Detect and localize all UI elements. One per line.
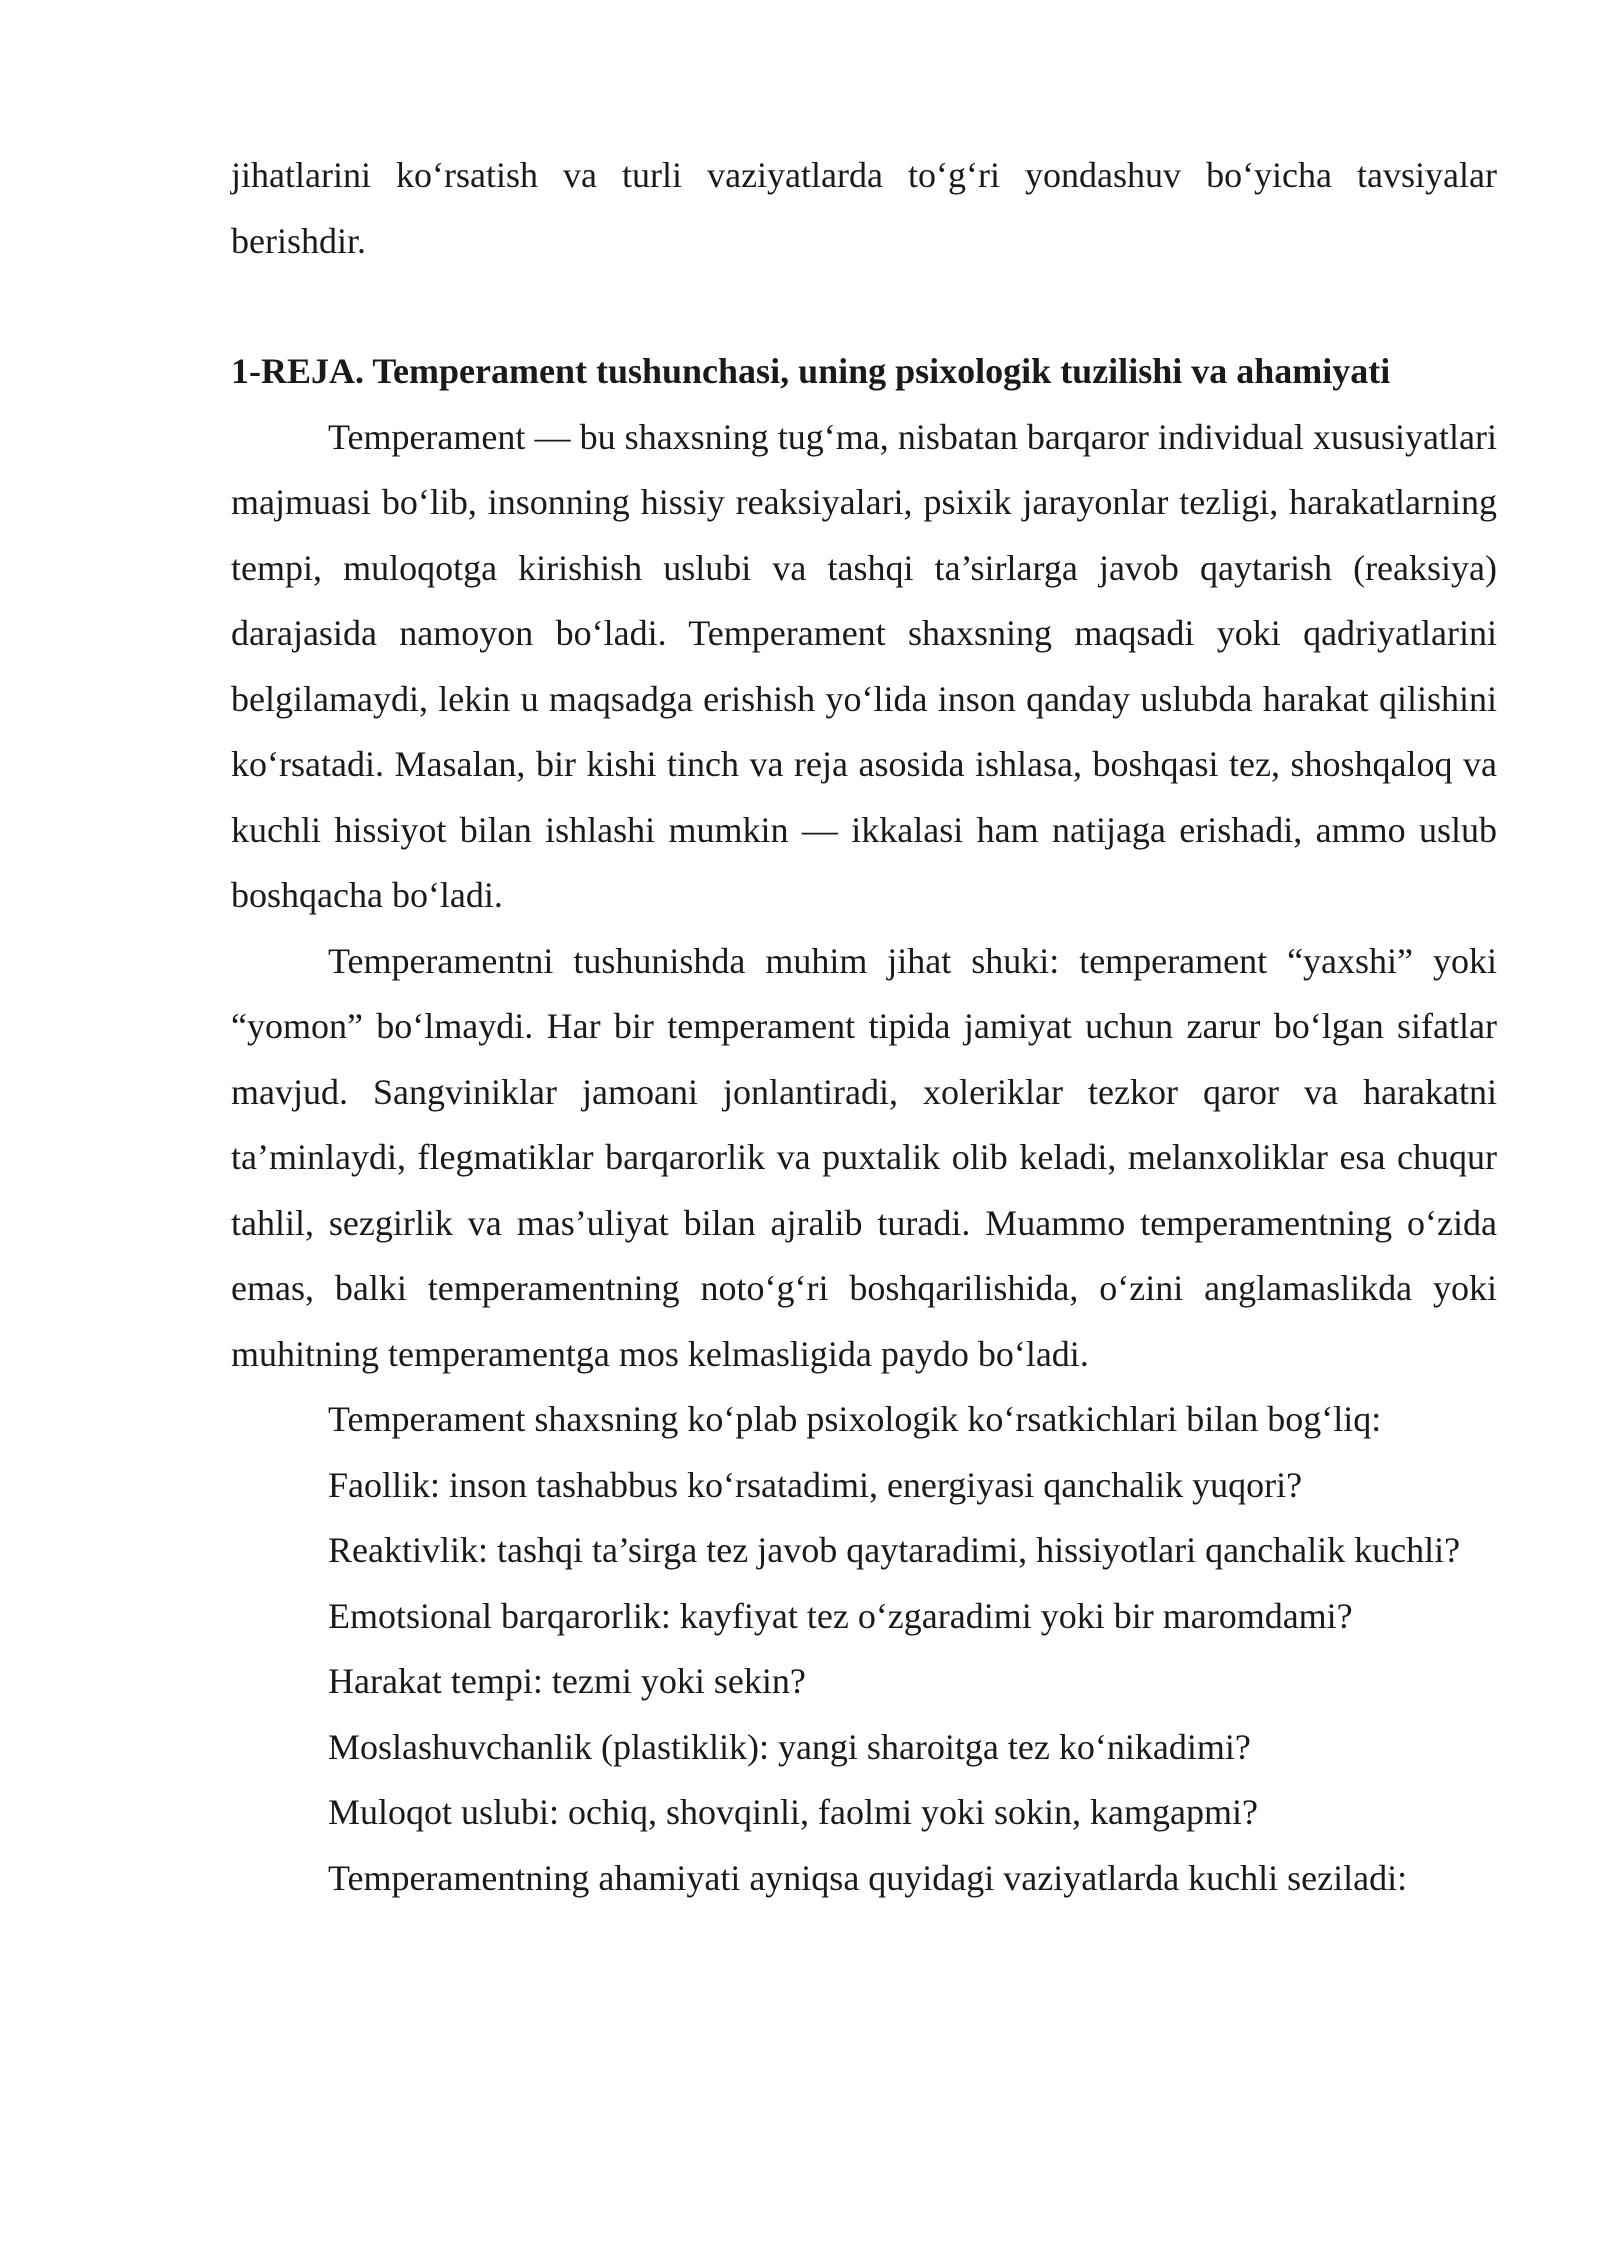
paragraph-temperament-definition: Temperament — bu shaxsning tug‘ma, nisbatan barqaror individual xususiyatlari majmuasi bo‘lib, insonning hissiy reaksiyalari, psixik jarayonlar tezligi, harakatlarning tempi, muloqotga kirishish uslubi va tashqi ta’sirlarga javob qaytarish (reaksiya) darajasida namoyon bo‘ladi. Temperament shaxsning maqsadi yoki qadriyatlarini belgilamaydi, lekin u maqsadga erishish yo‘lida inson qanday uslubda harakat qilishini ko‘rsatadi. Masalan, bir kishi tinch va reja asosida ishlasa, boshqasi tez, shoshqaloq va kuchli hissiyot bilan ishlashi mumkin — ikkalasi ham natijaga erishadi, ammo uslub boshqacha bo‘ladi. xyxy=(231,416,1497,915)
list-item-emotional-stability: Emotsional barqarorlik: kayfiyat tez o‘zgaradimi yoki bir maromdami? xyxy=(328,1595,1353,1636)
paragraph-temperament-types: Temperamentni tushunishda muhim jihat shuki: temperament “yaxshi” yoki “yomon” bo‘lmaydi. Har bir temperament tipida jamiyat uchun zarur bo‘lgan sifatlar mavjud. Sangviniklar jamoani jonlantiradi, xoleriklar tezkor qaror va harakatni ta’minlaydi, flegmatiklar barqarorlik va puxtalik olib keladi, melanxoliklar esa chuqur tahlil, sezgirlik va mas’uliyat bilan ajralib turadi. Muammo temperamentning o‘zida emas, balki temperamentning noto‘g‘ri boshqarilishida, o‘zini anglamaslikda yoki muhitning temperamentga mos kelmasligida paydo bo‘ladi. xyxy=(231,940,1497,1374)
list-item-movement-tempo: Harakat tempi: tezmi yoki sekin? xyxy=(328,1661,806,1701)
section-heading: 1-REJA. Temperament tushunchasi, uning psixologik tuzilishi va ahamiyati xyxy=(231,351,1391,391)
paragraph-indicators-intro: Temperament shaxsning ko‘plab psixologik ko‘rsatkichlari bilan bog‘liq: xyxy=(328,1399,1382,1439)
list-item-activity: Faollik: inson tashabbus ko‘rsatadimi, energiyasi qanchalik yuqori? xyxy=(328,1464,1303,1505)
list-item-communication-style: Muloqot uslubi: ochiq, shovqinli, faolmi yoki sokin, kamgapmi? xyxy=(328,1792,1258,1832)
document-page xyxy=(231,143,1497,1911)
list-item-flexibility: Moslashuvchanlik (plastiklik): yangi sharoitga tez ko‘nikadimi? xyxy=(328,1726,1251,1767)
paragraph-importance-intro: Temperamentning ahamiyati ayniqsa quyidagi vaziyatlarda kuchli seziladi: xyxy=(328,1857,1408,1898)
list-item-reactivity: Reaktivlik: tashqi ta’sirga tez javob qaytaradimi, hissiyotlari qanchalik kuchli? xyxy=(328,1530,1461,1570)
intro-continuation-paragraph: jihatlarini ko‘rsatish va turli vaziyatlarda to‘g‘ri yondashuv bo‘yicha tavsiyalar berishdir. xyxy=(231,155,1497,261)
